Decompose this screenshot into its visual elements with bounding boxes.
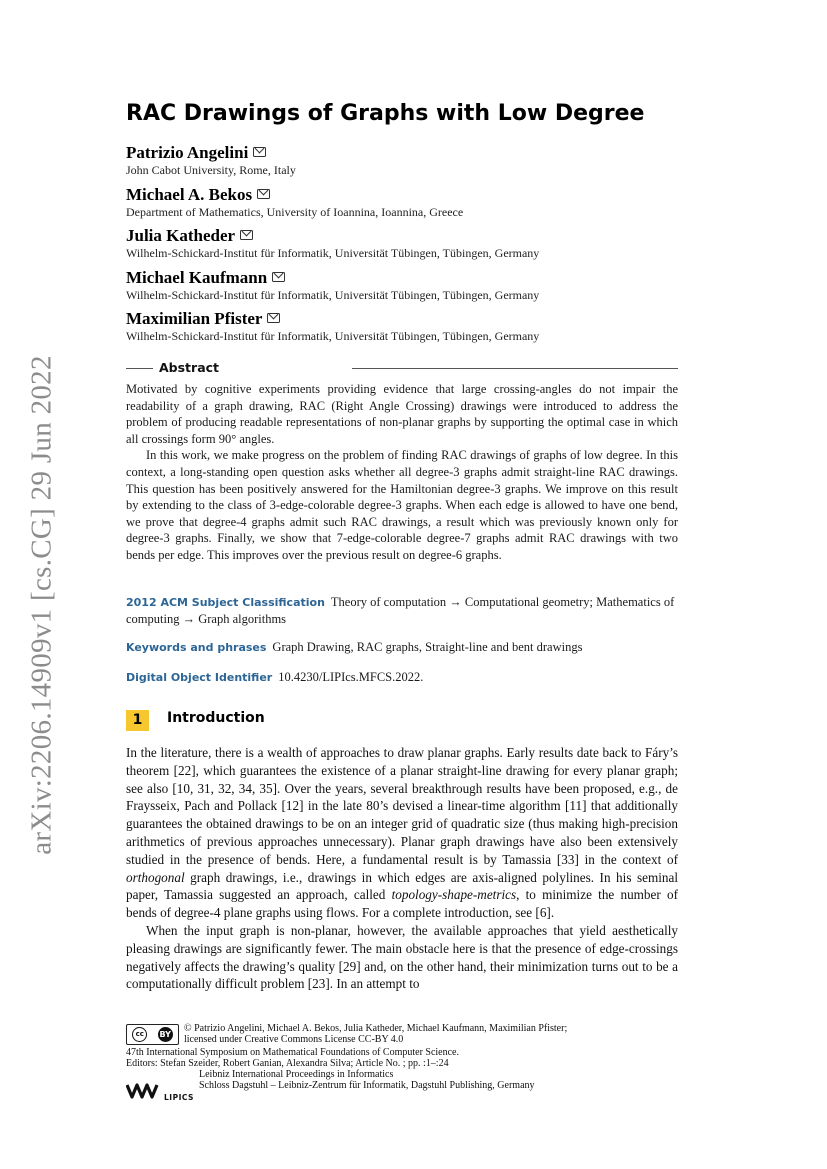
- lipics-logo: [126, 1080, 194, 1104]
- email-icon[interactable]: [257, 189, 270, 199]
- author-affiliation: John Cabot University, Rome, Italy: [126, 163, 296, 177]
- abstract-rule-right: [352, 368, 678, 369]
- author-affiliation: Wilhelm-Schickard-Institut für Informatik, Universität Tübingen, Tübingen, Germany: [126, 329, 540, 343]
- abstract-paragraph: Motivated by cognitive experiments providing evidence that large crossing-angles do not impair the readability of a graph drawing, RAC (Right Angle Crossing) drawings were introduced to address the problem of producing readable representations of non-planar graphs by supporting the optimal case in which all crossings form 90° angles.: [126, 382, 678, 446]
- keywords: [126, 639, 678, 656]
- acm-label: 2012 ACM Subject Classification: [126, 596, 325, 609]
- doi-text[interactable]: 10.4230/LIPIcs.MFCS.2022.: [278, 670, 424, 684]
- cc-icon: cc: [132, 1027, 147, 1042]
- paper-title: RAC Drawings of Graphs with Low Degree: [126, 101, 645, 126]
- cc-by-license-logo[interactable]: [126, 1024, 179, 1045]
- copyright-notice: [184, 1023, 684, 1046]
- email-icon[interactable]: [240, 230, 253, 240]
- abstract-body: [126, 381, 678, 564]
- author-list: [126, 143, 686, 351]
- section-title: Introduction: [167, 710, 265, 726]
- body-text: [126, 744, 678, 993]
- arxiv-identifier: [20, 355, 64, 855]
- body-text-emphasis: topology-shape-metrics: [391, 887, 517, 903]
- author-affiliation: Wilhelm-Schickard-Institut für Informatik, Universität Tübingen, Tübingen, Germany: [126, 287, 540, 302]
- doi-label: Digital Object Identifier: [126, 671, 273, 684]
- by-icon: BY: [158, 1027, 173, 1042]
- email-icon[interactable]: [272, 272, 285, 282]
- copyright-line: © Patrizio Angelini, Michael A. Bekos, Julia Katheder, Michael Kaufmann, Maximilian Pfister;: [184, 1023, 568, 1034]
- acm-text: Theory of computation → Computational geometry; Mathematics of computing → Graph algorithms: [126, 595, 675, 626]
- lipics-wordmark: LIPICS: [164, 1093, 194, 1102]
- abstract-paragraph: In this work, we make progress on the problem of finding RAC drawings of graphs of low degree. In this context, a long-standing open question asks whether all degree-3 graphs admit straight-line RAC drawings. This question has been positively answered for the Hamiltonian degree-3 graphs. We improve on this result by extending to the class of 3-edge-colorable degree-3 graphs. When each edge is allowed to have one bend, we prove that degree-4 graphs admit such RAC drawings, a result which was previously known only for degree-3 graphs. Finally, we show that 7-edge-colorable degree-7 graphs admit RAC drawings with two bends per edge. This improves over the previous result on degree-6 graphs.: [126, 448, 678, 562]
- author-name: Michael A. Bekos: [126, 184, 253, 204]
- body-text-run: graph drawings, i.e., drawings in which edges are axis-aligned polylines. In his seminal paper, Tamassia suggested an approach, called: [126, 869, 678, 903]
- publisher-line: Schloss Dagstuhl – Leibniz-Zentrum für Informatik, Dagstuhl Publishing, Germany: [199, 1080, 535, 1092]
- body-text-emphasis: orthogonal: [126, 869, 185, 885]
- author-name: Michael Kaufmann: [126, 267, 268, 287]
- author-affiliation: Department of Mathematics, University of Ioannina, Ioannina, Greece: [126, 204, 464, 219]
- lipics-wave-icon: [126, 1082, 162, 1100]
- venue-line: 47th International Symposium on Mathematical Foundations of Computer Science.: [126, 1047, 459, 1058]
- license-line: licensed under Creative Commons License CC-BY 4.0: [184, 1034, 404, 1046]
- author-block: [126, 309, 686, 351]
- email-icon[interactable]: [253, 147, 266, 157]
- keywords-label: Keywords and phrases: [126, 641, 267, 654]
- editors-line: Editors: Stefan Szeider, Robert Ganian, Alexandra Silva; Article No. ; pp. :1–:24: [126, 1058, 449, 1070]
- author-block: [126, 185, 686, 227]
- author-block: [126, 143, 686, 185]
- arxiv-identifier-text: arXiv:2206.14909v1 [cs.CG] 29 Jun 2022: [25, 355, 58, 855]
- acm-classification: [126, 594, 678, 628]
- body-paragraph: When the input graph is non-planar, however, the available approaches that yield aesthetically pleasing drawings are significantly fewer. The main obstacle here is that the presence of edge-crossings negatively affects the drawing’s quality [29] and, on the other hand, their minimization turns out to be a computationally difficult problem [23]. In an attempt to: [126, 922, 678, 992]
- body-text-run: , to minimize the number of bends of degree-4 plane graphs using flows. For a complete introduction, see [6].: [126, 887, 678, 921]
- keywords-text: Graph Drawing, RAC graphs, Straight-line and bent drawings: [272, 640, 583, 654]
- author-block: [126, 226, 686, 268]
- venue-info: [126, 1047, 686, 1070]
- abstract-rule-left: [126, 368, 153, 369]
- abstract-heading-text: Abstract: [159, 360, 220, 375]
- author-affiliation: Wilhelm-Schickard-Institut für Informatik, Universität Tübingen, Tübingen, Germany: [126, 246, 540, 260]
- author-name: Patrizio Angelini: [126, 143, 249, 162]
- body-text-run: In the literature, there is a wealth of approaches to draw planar graphs. Early results date back to Fáry’s theorem [22], which guarantees the existence of a planar straight-line drawing for every planar graph; see also [10, 31, 32, 34, 35]. Over the years, several breakthrough results have been proposed, e.g., de Fraysseix, Pach and Pollack [12] in the late 80’s devised a linear-time algorithm [11] that additionally guarantees the obtained drawings to be on an integer grid of quadratic size (thus making high-precision arithmetics of previous approaches unnecessary). Planar graph drawings have also been extensively studied in the presence of bends. Here, a fundamental result is by Tamassia [33] in the context of: [126, 745, 678, 867]
- series-line: Leibniz International Proceedings in Informatics: [199, 1069, 394, 1080]
- body-paragraph: [126, 744, 678, 922]
- author-block: [126, 268, 686, 310]
- section-heading: [126, 709, 265, 731]
- author-name: Maximilian Pfister: [126, 309, 263, 328]
- series-info: [199, 1069, 679, 1092]
- doi: [126, 669, 678, 686]
- author-name: Julia Katheder: [126, 226, 236, 245]
- abstract-heading: [126, 361, 678, 375]
- email-icon[interactable]: [267, 313, 280, 323]
- section-number: 1: [126, 710, 149, 731]
